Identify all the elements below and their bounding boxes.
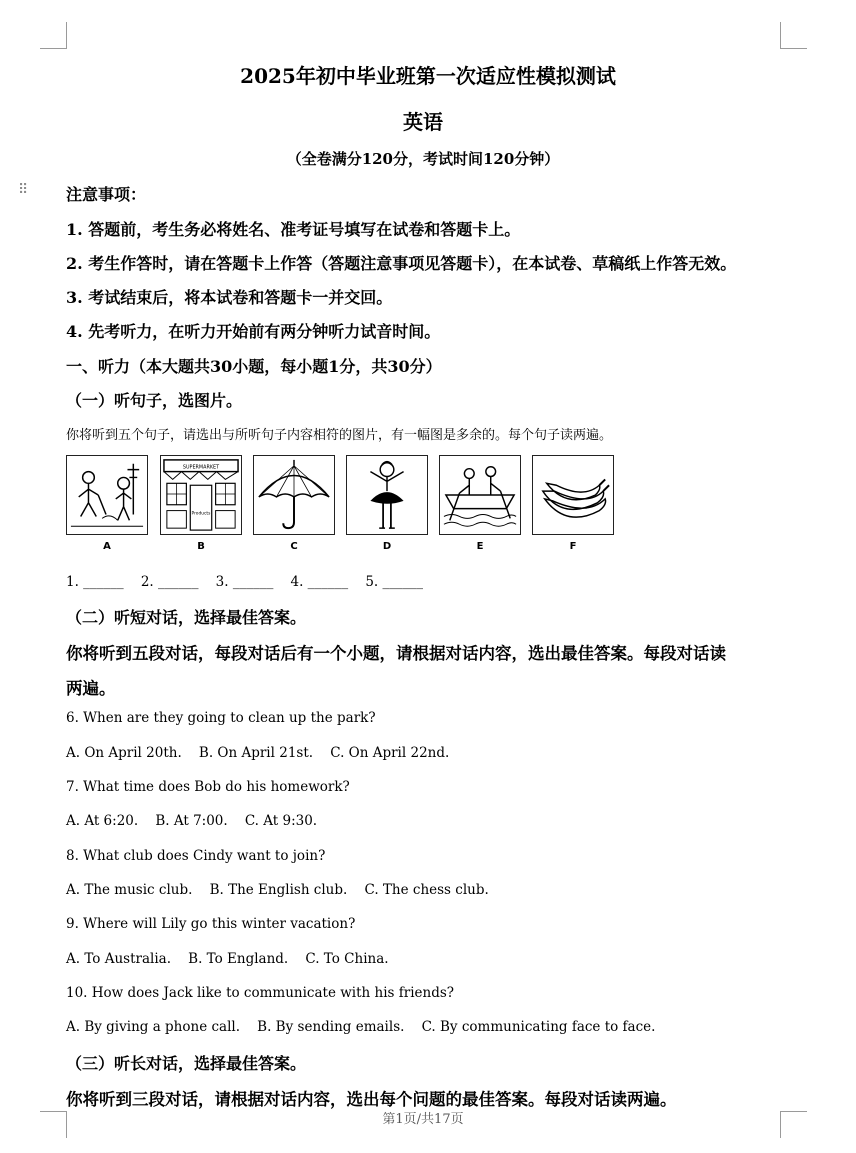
picture-label: A: [103, 541, 111, 552]
corner-mark-top-left: [40, 22, 67, 49]
rowing-boat-icon: [439, 455, 521, 535]
question: 8. What club does Cindy want to join?: [66, 848, 326, 864]
part2-instruction: 你将听到五段对话，每段对话后有一个小题，请根据对话内容，选出最佳答案。每段对话读: [66, 644, 726, 663]
page-title: 2025年初中毕业班第一次适应性模拟测试: [240, 64, 616, 88]
section-heading: 一、听力（本大题共30小题，每小题1分，共30分）: [66, 357, 442, 376]
question: 6. When are they going to clean up the park?: [66, 710, 376, 726]
supermarket-door-text: Products: [191, 511, 211, 517]
question: 9. Where will Lily go this winter vacation?: [66, 916, 356, 932]
part2-instruction: 两遍。: [66, 679, 116, 698]
picture-label: D: [382, 541, 392, 552]
part3-heading: （三）听长对话，选择最佳答案。: [66, 1054, 307, 1073]
notice-item: 3. 考试结束后，将本试卷和答题卡一并交回。: [66, 288, 393, 307]
question: 10. How does Jack like to communicate with his friends?: [66, 985, 455, 1001]
question-options: A. The music club. B. The English club. C. The chess club.: [66, 882, 489, 898]
gardening-people-icon: [66, 455, 148, 535]
corner-mark-top-right: [780, 22, 807, 49]
answer-blanks: 1. ______ 2. ______ 3. ______ 4. ______ 5. ______: [66, 574, 424, 590]
umbrella-icon: [253, 455, 335, 535]
question: 7. What time does Bob do his homework?: [66, 779, 350, 795]
picture-label: B: [197, 541, 205, 552]
picture-label: E: [476, 541, 484, 552]
picture-label: F: [569, 541, 577, 552]
part3-instruction: 你将听到三段对话，请根据对话内容，选出每个问题的最佳答案。每段对话读两遍。: [66, 1090, 677, 1109]
picture-options: [66, 455, 626, 559]
picture-label: C: [290, 541, 298, 552]
ballet-dancer-icon: [346, 455, 428, 535]
supermarket-icon: [160, 455, 242, 535]
score-note: （全卷满分120分，考试时间120分钟）: [286, 150, 560, 168]
question-options: A. At 6:20. B. At 7:00. C. At 9:30.: [66, 813, 318, 829]
part2-heading: （二）听短对话，选择最佳答案。: [66, 608, 307, 627]
notice-heading: 注意事项：: [66, 185, 147, 204]
drag-handle-icon[interactable]: ⠿: [18, 182, 30, 198]
subject-title: 英语: [403, 110, 443, 134]
notice-item: 1. 答题前，考生务必将姓名、准考证号填写在试卷和答题卡上。: [66, 220, 521, 239]
bananas-icon: [532, 455, 614, 535]
part1-instruction: 你将听到五个句子，请选出与所听句子内容相符的图片，有一幅图是多余的。每个句子读两遍。: [66, 428, 613, 443]
notice-item: 4. 先考听力，在听力开始前有两分钟听力试音时间。: [66, 322, 441, 341]
part1-heading: （一）听句子，选图片。: [66, 391, 243, 410]
notice-item: 2. 考生作答时，请在答题卡上作答（答题注意事项见答题卡），在本试卷、草稿纸上作答无效。: [66, 254, 737, 273]
question-options: A. On April 20th. B. On April 21st. C. On April 22nd.: [66, 745, 450, 761]
supermarket-sign-text: SUPERMARKET: [182, 464, 220, 471]
question-options: A. To Australia. B. To England. C. To China.: [66, 951, 389, 967]
question-options: A. By giving a phone call. B. By sending emails. C. By communicating face to face.: [66, 1019, 656, 1035]
page-number: 第1页/共17页: [382, 1112, 464, 1127]
